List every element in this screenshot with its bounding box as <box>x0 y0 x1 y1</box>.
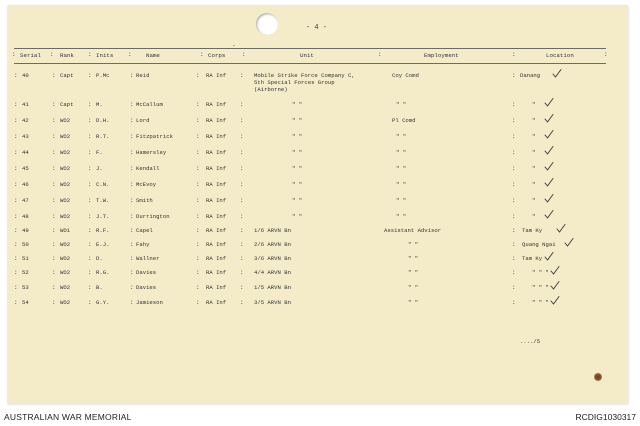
column-separator: : <box>240 133 244 140</box>
column-separator: : <box>52 133 56 140</box>
cell-rank: WO2 <box>60 165 71 172</box>
cell-corps: RA Inf <box>206 133 227 140</box>
footer-reference: RCDIG1030317 <box>575 412 636 422</box>
column-separator: : <box>512 165 516 172</box>
cell-location: " " " <box>532 284 549 291</box>
cell-name: Wallner <box>136 255 160 262</box>
column-separator: : <box>512 117 516 124</box>
column-separator: : <box>130 72 134 79</box>
column-separator: : <box>88 181 92 188</box>
tick-mark-icon <box>544 178 554 187</box>
tick-mark-icon <box>556 224 566 233</box>
cell-serial: 40 <box>22 72 29 79</box>
header-separator: : <box>200 51 204 58</box>
cell-corps: RA Inf <box>206 72 227 79</box>
column-separator: : <box>52 269 56 276</box>
cell-name: Capel <box>136 227 153 234</box>
column-separator: : <box>512 241 516 248</box>
top-mark: - <box>232 42 236 49</box>
cell-employment: " " <box>396 181 407 188</box>
column-separator: : <box>240 213 244 220</box>
column-separator: : <box>196 284 200 291</box>
column-separator: : <box>512 133 516 140</box>
cell-serial: 46 <box>22 181 29 188</box>
header-name: Name <box>146 52 160 59</box>
column-separator: : <box>88 117 92 124</box>
cell-location: " <box>532 149 536 156</box>
column-separator: : <box>52 117 56 124</box>
cell-unit: " " <box>292 117 303 124</box>
column-separator: : <box>196 133 200 140</box>
header-separator: : <box>604 51 608 58</box>
column-separator: : <box>52 197 56 204</box>
cell-employment: " " <box>396 101 407 108</box>
cell-corps: RA Inf <box>206 255 227 262</box>
column-separator: : <box>240 299 244 306</box>
cell-serial: 49 <box>22 227 29 234</box>
cell-serial: 44 <box>22 149 29 156</box>
column-separator: : <box>130 181 134 188</box>
cell-corps: RA Inf <box>206 284 227 291</box>
cell-serial: 41 <box>22 101 29 108</box>
column-separator: : <box>240 117 244 124</box>
cell-unit: 2/6 ARVN Bn <box>254 241 291 248</box>
cell-corps: RA Inf <box>206 299 227 306</box>
cell-employment: " " <box>408 241 419 248</box>
cell-inits: D. <box>96 255 103 262</box>
column-separator: : <box>130 149 134 156</box>
column-separator: : <box>14 241 18 248</box>
cell-rank: WO1 <box>60 227 71 234</box>
column-separator: : <box>52 227 56 234</box>
cell-serial: 43 <box>22 133 29 140</box>
column-separator: : <box>130 269 134 276</box>
column-separator: : <box>512 299 516 306</box>
cell-corps: RA Inf <box>206 241 227 248</box>
cell-inits: G.Y. <box>96 299 110 306</box>
cell-unit: " " <box>292 197 303 204</box>
cell-unit: (Airborne) <box>254 86 288 93</box>
tick-mark-icon <box>544 210 554 219</box>
column-separator: : <box>240 241 244 248</box>
cell-unit: " " <box>292 213 303 220</box>
column-separator: : <box>240 72 244 79</box>
column-separator: : <box>14 117 18 124</box>
column-separator: : <box>130 284 134 291</box>
tick-mark-icon <box>544 146 554 155</box>
footer-source: AUSTRALIAN WAR MEMORIAL <box>4 412 132 422</box>
cell-inits: D.H. <box>96 117 110 124</box>
cell-employment: " " <box>408 269 419 276</box>
cell-name: Jamieson <box>136 299 163 306</box>
cell-rank: Capt <box>60 72 74 79</box>
header-separator: : <box>242 51 246 58</box>
cell-inits: R.F. <box>96 227 110 234</box>
tick-mark-icon <box>550 281 560 290</box>
column-separator: : <box>196 165 200 172</box>
column-separator: : <box>196 213 200 220</box>
cell-employment: " " <box>408 284 419 291</box>
column-separator: : <box>130 227 134 234</box>
cell-unit: " " <box>292 165 303 172</box>
cell-corps: RA Inf <box>206 197 227 204</box>
column-separator: : <box>512 149 516 156</box>
column-separator: : <box>52 101 56 108</box>
cell-location: Tam Ky <box>522 227 543 234</box>
cell-serial: 45 <box>22 165 29 172</box>
cell-employment: " " <box>396 197 407 204</box>
cell-location: " <box>532 133 536 140</box>
header-separator: : <box>50 51 54 58</box>
column-separator: : <box>196 227 200 234</box>
cell-location: Quang Ngai <box>522 241 556 248</box>
cell-location: " <box>532 165 536 172</box>
header-unit: Unit <box>300 52 314 59</box>
column-separator: : <box>240 101 244 108</box>
cell-employment: " " <box>408 299 419 306</box>
cell-unit: 1/6 ARVN Bn <box>254 227 291 234</box>
cell-rank: WO2 <box>60 133 71 140</box>
column-separator: : <box>196 72 200 79</box>
column-separator: : <box>512 227 516 234</box>
column-separator: : <box>52 255 56 262</box>
header-employment: Employment <box>424 52 459 59</box>
cell-inits: T.W. <box>96 197 110 204</box>
cell-name: Durrington <box>136 213 170 220</box>
column-separator: : <box>130 117 134 124</box>
header-corps: Corps <box>208 52 226 59</box>
column-separator: : <box>130 133 134 140</box>
cell-corps: RA Inf <box>206 101 227 108</box>
column-separator: : <box>14 133 18 140</box>
cell-employment: Assistant Advisor <box>384 227 442 234</box>
tick-mark-icon <box>544 162 554 171</box>
tick-mark-icon <box>552 69 562 78</box>
column-separator: : <box>196 101 200 108</box>
cell-inits: J. <box>96 165 103 172</box>
column-separator: : <box>240 197 244 204</box>
cell-inits: R.T. <box>96 133 110 140</box>
column-separator: : <box>130 299 134 306</box>
cell-name: McCallum <box>136 101 163 108</box>
cell-serial: 42 <box>22 117 29 124</box>
cell-rank: WO2 <box>60 299 71 306</box>
cell-location: " " " <box>532 299 549 306</box>
cell-name: Smith <box>136 197 153 204</box>
column-separator: : <box>196 181 200 188</box>
cell-employment: Pl Comd <box>392 117 416 124</box>
column-separator: : <box>196 269 200 276</box>
page-number: - 4 - <box>306 24 328 32</box>
punch-hole <box>256 13 278 35</box>
cell-rank: WO2 <box>60 284 71 291</box>
cell-rank: WO2 <box>60 117 71 124</box>
cell-rank: WO2 <box>60 269 71 276</box>
column-separator: : <box>512 284 516 291</box>
column-separator: : <box>88 299 92 306</box>
column-separator: : <box>512 72 516 79</box>
cell-corps: RA Inf <box>206 181 227 188</box>
cell-rank: WO2 <box>60 255 71 262</box>
cell-unit: 5th Special Forces Group <box>254 79 335 86</box>
column-separator: : <box>240 149 244 156</box>
cell-corps: RA Inf <box>206 117 227 124</box>
column-separator: : <box>196 255 200 262</box>
header-serial: Serial <box>20 52 41 59</box>
cell-name: Lord <box>136 117 150 124</box>
cell-name: Kendall <box>136 165 160 172</box>
cell-location: Tam Ky <box>522 255 543 262</box>
cell-inits: E.J. <box>96 241 110 248</box>
cell-inits: R.G. <box>96 269 110 276</box>
tick-mark-icon <box>544 194 554 203</box>
tick-mark-icon <box>544 252 554 261</box>
column-separator: : <box>130 197 134 204</box>
cell-serial: 47 <box>22 197 29 204</box>
cell-unit: 3/5 ARVN Bn <box>254 299 291 306</box>
cell-employment: " " <box>396 133 407 140</box>
cell-location: " " " <box>532 269 549 276</box>
column-separator: : <box>52 299 56 306</box>
cell-name: Fitzpatrick <box>136 133 173 140</box>
column-separator: : <box>88 72 92 79</box>
header-rule-top <box>14 48 606 49</box>
cell-rank: WO2 <box>60 149 71 156</box>
cell-inits: J.T. <box>96 213 110 220</box>
cell-serial: 48 <box>22 213 29 220</box>
cell-unit: " " <box>292 181 303 188</box>
tick-mark-icon <box>544 130 554 139</box>
cell-location: " <box>532 117 536 124</box>
column-separator: : <box>240 269 244 276</box>
cell-unit: 3/6 ARVN Bn <box>254 255 291 262</box>
header-separator: : <box>88 51 92 58</box>
ink-stain <box>594 372 602 382</box>
column-separator: : <box>14 299 18 306</box>
tick-mark-icon <box>550 296 560 305</box>
cell-rank: Capt <box>60 101 74 108</box>
column-separator: : <box>14 269 18 276</box>
cell-location: " <box>532 101 536 108</box>
column-separator: : <box>88 101 92 108</box>
column-separator: : <box>240 284 244 291</box>
tick-mark-icon <box>550 266 560 275</box>
cell-name: Reid <box>136 72 150 79</box>
cell-corps: RA Inf <box>206 227 227 234</box>
cell-serial: 51 <box>22 255 29 262</box>
tick-mark-icon <box>544 98 554 107</box>
column-separator: : <box>14 181 18 188</box>
cell-name: Hamersley <box>136 149 167 156</box>
column-separator: : <box>52 181 56 188</box>
cell-location: Danang <box>520 72 541 79</box>
header-location: Location <box>546 52 574 59</box>
cell-inits: M. <box>96 101 103 108</box>
column-separator: : <box>88 284 92 291</box>
column-separator: : <box>14 197 18 204</box>
continuation-note: ..../5 <box>520 338 541 345</box>
column-separator: : <box>240 227 244 234</box>
column-separator: : <box>130 255 134 262</box>
column-separator: : <box>130 213 134 220</box>
column-separator: : <box>14 213 18 220</box>
cell-rank: WO2 <box>60 213 71 220</box>
cell-name: Fahy <box>136 241 150 248</box>
header-rank: Rank <box>60 52 74 59</box>
cell-name: Davies <box>136 269 157 276</box>
cell-location: " <box>532 181 536 188</box>
header-separator: : <box>128 51 132 58</box>
header-separator: : <box>512 51 516 58</box>
column-separator: : <box>196 299 200 306</box>
column-separator: : <box>14 284 18 291</box>
column-separator: : <box>240 181 244 188</box>
cell-unit: " " <box>292 149 303 156</box>
column-separator: : <box>240 165 244 172</box>
column-separator: : <box>88 133 92 140</box>
column-separator: : <box>52 241 56 248</box>
cell-location: " <box>532 213 536 220</box>
column-separator: : <box>88 241 92 248</box>
header-separator: : <box>12 51 16 58</box>
cell-employment: " " <box>396 165 407 172</box>
column-separator: : <box>52 165 56 172</box>
column-separator: : <box>512 255 516 262</box>
column-separator: : <box>14 227 18 234</box>
cell-employment: Coy Comd <box>392 72 419 79</box>
cell-inits: C.N. <box>96 181 110 188</box>
cell-inits: F. <box>96 149 103 156</box>
cell-serial: 53 <box>22 284 29 291</box>
column-separator: : <box>196 117 200 124</box>
cell-inits: P.Mc <box>96 72 110 79</box>
cell-unit: " " <box>292 133 303 140</box>
column-separator: : <box>196 241 200 248</box>
column-separator: : <box>14 255 18 262</box>
cell-unit: " " <box>292 101 303 108</box>
column-separator: : <box>88 197 92 204</box>
header-separator: : <box>378 51 382 58</box>
column-separator: : <box>88 165 92 172</box>
column-separator: : <box>512 213 516 220</box>
cell-inits: B. <box>96 284 103 291</box>
cell-serial: 50 <box>22 241 29 248</box>
column-separator: : <box>88 149 92 156</box>
cell-unit: 4/4 ARVN Bn <box>254 269 291 276</box>
cell-corps: RA Inf <box>206 213 227 220</box>
column-separator: : <box>52 72 56 79</box>
column-separator: : <box>130 101 134 108</box>
column-separator: : <box>512 101 516 108</box>
cell-employment: " " <box>396 213 407 220</box>
tick-mark-icon <box>544 114 554 123</box>
cell-rank: WO2 <box>60 181 71 188</box>
column-separator: : <box>130 165 134 172</box>
cell-serial: 52 <box>22 269 29 276</box>
cell-employment: " " <box>408 255 419 262</box>
column-separator: : <box>52 284 56 291</box>
cell-rank: WO2 <box>60 197 71 204</box>
cell-corps: RA Inf <box>206 149 227 156</box>
cell-unit: Mobile Strike Force Company C, <box>254 72 355 79</box>
column-separator: : <box>512 197 516 204</box>
cell-serial: 54 <box>22 299 29 306</box>
cell-unit: 1/5 ARVN Bn <box>254 284 291 291</box>
column-separator: : <box>196 197 200 204</box>
column-separator: : <box>88 255 92 262</box>
cell-name: McEvoy <box>136 181 157 188</box>
column-separator: : <box>512 181 516 188</box>
column-separator: : <box>88 213 92 220</box>
cell-corps: RA Inf <box>206 165 227 172</box>
tick-mark-icon <box>564 238 574 247</box>
column-separator: : <box>196 149 200 156</box>
column-separator: : <box>88 269 92 276</box>
header-rule-bottom <box>14 63 606 64</box>
header-inits: Inits <box>96 52 114 59</box>
cell-location: " <box>532 197 536 204</box>
column-separator: : <box>14 72 18 79</box>
column-separator: : <box>130 241 134 248</box>
column-separator: : <box>14 149 18 156</box>
cell-corps: RA Inf <box>206 269 227 276</box>
cell-name: Davies <box>136 284 157 291</box>
column-separator: : <box>88 227 92 234</box>
column-separator: : <box>240 255 244 262</box>
cell-employment: " " <box>396 149 407 156</box>
column-separator: : <box>512 269 516 276</box>
cell-rank: WO2 <box>60 241 71 248</box>
column-separator: : <box>52 149 56 156</box>
column-separator: : <box>52 213 56 220</box>
column-separator: : <box>14 165 18 172</box>
column-separator: : <box>14 101 18 108</box>
